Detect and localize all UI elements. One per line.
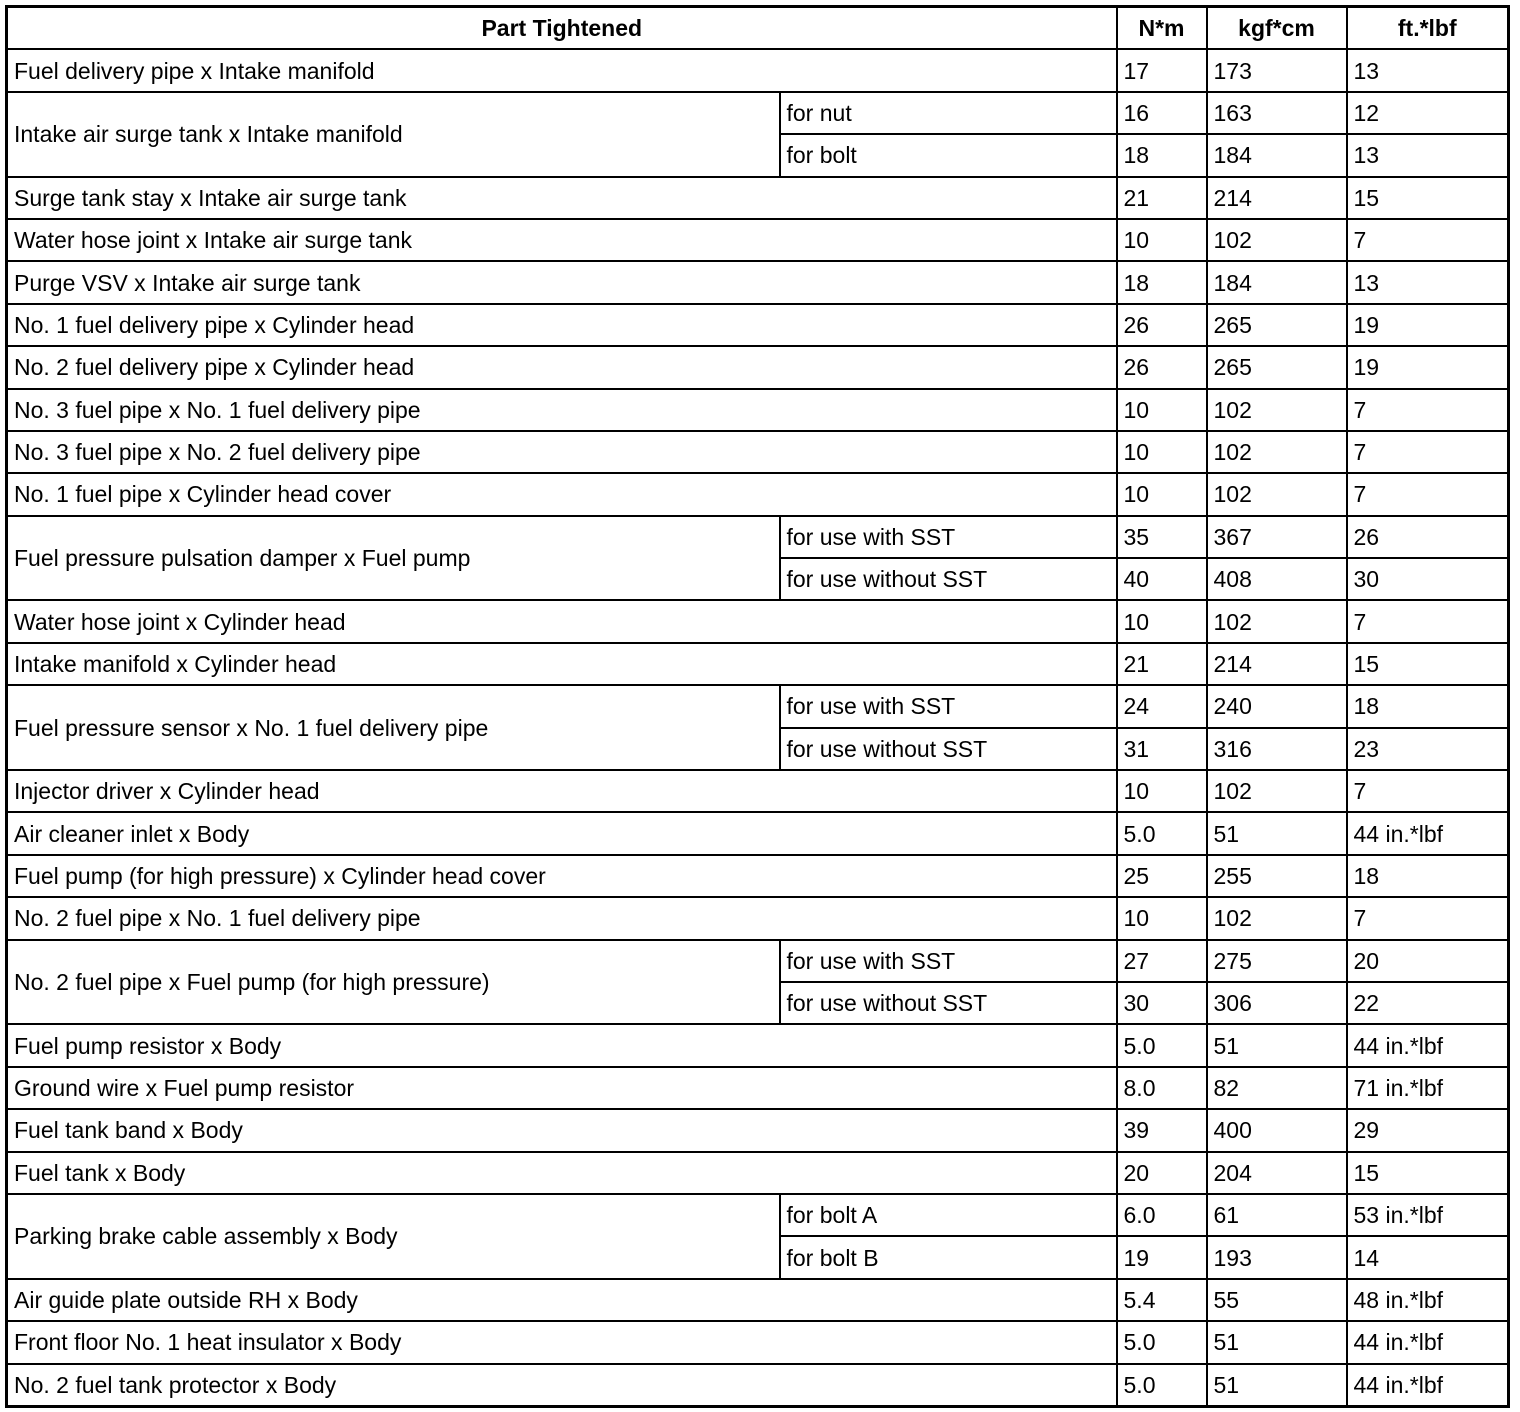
kgf-cm-cell: 102 bbox=[1207, 219, 1347, 261]
ft-lbf-cell: 7 bbox=[1347, 897, 1509, 939]
ft-lbf-cell: 29 bbox=[1347, 1109, 1509, 1151]
nm-cell: 5.4 bbox=[1117, 1279, 1207, 1321]
table-row bbox=[7, 1024, 1509, 1066]
nm-cell: 31 bbox=[1117, 728, 1207, 770]
ft-lbf-cell: 44 in.*lbf bbox=[1347, 1364, 1509, 1407]
table-row bbox=[7, 1364, 1509, 1407]
ft-lbf-cell: 22 bbox=[1347, 982, 1509, 1024]
part-cell: Purge VSV x Intake air surge tank bbox=[7, 261, 1117, 303]
kgf-cm-cell: 102 bbox=[1207, 897, 1347, 939]
nm-cell: 5.0 bbox=[1117, 1024, 1207, 1066]
table-body bbox=[7, 49, 1509, 1406]
part-cell: Water hose joint x Cylinder head bbox=[7, 600, 1117, 642]
ft-lbf-cell: 44 in.*lbf bbox=[1347, 1024, 1509, 1066]
table-row bbox=[7, 389, 1509, 431]
kgf-cm-cell: 55 bbox=[1207, 1279, 1347, 1321]
condition-cell: for bolt A bbox=[780, 1194, 1117, 1236]
nm-cell: 17 bbox=[1117, 49, 1207, 91]
nm-cell: 10 bbox=[1117, 600, 1207, 642]
nm-cell: 20 bbox=[1117, 1152, 1207, 1194]
part-cell: Surge tank stay x Intake air surge tank bbox=[7, 177, 1117, 219]
nm-cell: 5.0 bbox=[1117, 1321, 1207, 1363]
kgf-cm-cell: 400 bbox=[1207, 1109, 1347, 1151]
table-row bbox=[7, 1194, 1509, 1236]
nm-cell: 10 bbox=[1117, 770, 1207, 812]
kgf-cm-cell: 193 bbox=[1207, 1236, 1347, 1278]
ft-lbf-cell: 7 bbox=[1347, 431, 1509, 473]
kgf-cm-cell: 255 bbox=[1207, 855, 1347, 897]
table-row bbox=[7, 1067, 1509, 1109]
ft-lbf-cell: 15 bbox=[1347, 643, 1509, 685]
kgf-cm-cell: 51 bbox=[1207, 1321, 1347, 1363]
part-cell: No. 1 fuel pipe x Cylinder head cover bbox=[7, 473, 1117, 515]
table-row bbox=[7, 1152, 1509, 1194]
part-cell: No. 2 fuel pipe x Fuel pump (for high pressure) bbox=[7, 940, 780, 1025]
part-cell: Water hose joint x Intake air surge tank bbox=[7, 219, 1117, 261]
ft-lbf-cell: 48 in.*lbf bbox=[1347, 1279, 1509, 1321]
table-row bbox=[7, 261, 1509, 303]
ft-lbf-cell: 7 bbox=[1347, 219, 1509, 261]
table-row bbox=[7, 219, 1509, 261]
part-cell: No. 2 fuel delivery pipe x Cylinder head bbox=[7, 346, 1117, 388]
kgf-cm-cell: 102 bbox=[1207, 770, 1347, 812]
kgf-cm-cell: 102 bbox=[1207, 389, 1347, 431]
ft-lbf-cell: 15 bbox=[1347, 177, 1509, 219]
part-cell: Front floor No. 1 heat insulator x Body bbox=[7, 1321, 1117, 1363]
part-cell: Fuel pump (for high pressure) x Cylinder head cover bbox=[7, 855, 1117, 897]
nm-cell: 21 bbox=[1117, 643, 1207, 685]
part-cell: Air guide plate outside RH x Body bbox=[7, 1279, 1117, 1321]
nm-cell: 6.0 bbox=[1117, 1194, 1207, 1236]
nm-cell: 40 bbox=[1117, 558, 1207, 600]
nm-cell: 18 bbox=[1117, 134, 1207, 176]
kgf-cm-cell: 316 bbox=[1207, 728, 1347, 770]
condition-cell: for nut bbox=[780, 92, 1117, 134]
ft-lbf-cell: 18 bbox=[1347, 855, 1509, 897]
nm-cell: 27 bbox=[1117, 940, 1207, 982]
ft-lbf-cell: 44 in.*lbf bbox=[1347, 812, 1509, 854]
part-cell: Air cleaner inlet x Body bbox=[7, 812, 1117, 854]
table-row bbox=[7, 600, 1509, 642]
kgf-cm-cell: 204 bbox=[1207, 1152, 1347, 1194]
ft-lbf-cell: 7 bbox=[1347, 473, 1509, 515]
header-part-tightened: Part Tightened bbox=[7, 7, 1117, 50]
kgf-cm-cell: 51 bbox=[1207, 812, 1347, 854]
table-row bbox=[7, 516, 1509, 558]
nm-cell: 8.0 bbox=[1117, 1067, 1207, 1109]
condition-cell: for use without SST bbox=[780, 728, 1117, 770]
header-nm: N*m bbox=[1117, 7, 1207, 50]
kgf-cm-cell: 265 bbox=[1207, 346, 1347, 388]
ft-lbf-cell: 13 bbox=[1347, 134, 1509, 176]
condition-cell: for bolt B bbox=[780, 1236, 1117, 1278]
condition-cell: for bolt bbox=[780, 134, 1117, 176]
ft-lbf-cell: 23 bbox=[1347, 728, 1509, 770]
nm-cell: 5.0 bbox=[1117, 1364, 1207, 1407]
ft-lbf-cell: 14 bbox=[1347, 1236, 1509, 1278]
nm-cell: 25 bbox=[1117, 855, 1207, 897]
kgf-cm-cell: 51 bbox=[1207, 1364, 1347, 1407]
ft-lbf-cell: 13 bbox=[1347, 49, 1509, 91]
nm-cell: 19 bbox=[1117, 1236, 1207, 1278]
kgf-cm-cell: 102 bbox=[1207, 473, 1347, 515]
part-cell: No. 3 fuel pipe x No. 1 fuel delivery pipe bbox=[7, 389, 1117, 431]
condition-cell: for use without SST bbox=[780, 982, 1117, 1024]
part-cell: Fuel pump resistor x Body bbox=[7, 1024, 1117, 1066]
ft-lbf-cell: 44 in.*lbf bbox=[1347, 1321, 1509, 1363]
ft-lbf-cell: 7 bbox=[1347, 389, 1509, 431]
nm-cell: 10 bbox=[1117, 473, 1207, 515]
nm-cell: 10 bbox=[1117, 389, 1207, 431]
table-row bbox=[7, 685, 1509, 727]
ft-lbf-cell: 18 bbox=[1347, 685, 1509, 727]
nm-cell: 10 bbox=[1117, 897, 1207, 939]
table-row bbox=[7, 1279, 1509, 1321]
ft-lbf-cell: 7 bbox=[1347, 770, 1509, 812]
table-row bbox=[7, 770, 1509, 812]
table-row bbox=[7, 1321, 1509, 1363]
kgf-cm-cell: 408 bbox=[1207, 558, 1347, 600]
ft-lbf-cell: 53 in.*lbf bbox=[1347, 1194, 1509, 1236]
ft-lbf-cell: 15 bbox=[1347, 1152, 1509, 1194]
part-cell: Fuel pressure sensor x No. 1 fuel delivery pipe bbox=[7, 685, 780, 770]
table-row bbox=[7, 304, 1509, 346]
nm-cell: 21 bbox=[1117, 177, 1207, 219]
part-cell: Fuel tank band x Body bbox=[7, 1109, 1117, 1151]
kgf-cm-cell: 214 bbox=[1207, 177, 1347, 219]
table-row bbox=[7, 473, 1509, 515]
kgf-cm-cell: 163 bbox=[1207, 92, 1347, 134]
kgf-cm-cell: 240 bbox=[1207, 685, 1347, 727]
kgf-cm-cell: 214 bbox=[1207, 643, 1347, 685]
table-row bbox=[7, 177, 1509, 219]
part-cell: No. 1 fuel delivery pipe x Cylinder head bbox=[7, 304, 1117, 346]
nm-cell: 35 bbox=[1117, 516, 1207, 558]
part-cell: Injector driver x Cylinder head bbox=[7, 770, 1117, 812]
nm-cell: 18 bbox=[1117, 261, 1207, 303]
kgf-cm-cell: 275 bbox=[1207, 940, 1347, 982]
condition-cell: for use without SST bbox=[780, 558, 1117, 600]
table-row bbox=[7, 431, 1509, 473]
nm-cell: 24 bbox=[1117, 685, 1207, 727]
part-cell: No. 2 fuel pipe x No. 1 fuel delivery pipe bbox=[7, 897, 1117, 939]
table-row bbox=[7, 897, 1509, 939]
kgf-cm-cell: 82 bbox=[1207, 1067, 1347, 1109]
nm-cell: 5.0 bbox=[1117, 812, 1207, 854]
kgf-cm-cell: 102 bbox=[1207, 600, 1347, 642]
table-row bbox=[7, 346, 1509, 388]
condition-cell: for use with SST bbox=[780, 516, 1117, 558]
ft-lbf-cell: 19 bbox=[1347, 346, 1509, 388]
ft-lbf-cell: 20 bbox=[1347, 940, 1509, 982]
ft-lbf-cell: 12 bbox=[1347, 92, 1509, 134]
part-cell: Intake air surge tank x Intake manifold bbox=[7, 92, 780, 177]
condition-cell: for use with SST bbox=[780, 685, 1117, 727]
part-cell: Intake manifold x Cylinder head bbox=[7, 643, 1117, 685]
nm-cell: 39 bbox=[1117, 1109, 1207, 1151]
table-row bbox=[7, 1109, 1509, 1151]
kgf-cm-cell: 367 bbox=[1207, 516, 1347, 558]
table-row bbox=[7, 643, 1509, 685]
header-ft-lbf: ft.*lbf bbox=[1347, 7, 1509, 50]
kgf-cm-cell: 102 bbox=[1207, 431, 1347, 473]
nm-cell: 26 bbox=[1117, 304, 1207, 346]
part-cell: Fuel pressure pulsation damper x Fuel pump bbox=[7, 516, 780, 601]
nm-cell: 30 bbox=[1117, 982, 1207, 1024]
ft-lbf-cell: 26 bbox=[1347, 516, 1509, 558]
kgf-cm-cell: 306 bbox=[1207, 982, 1347, 1024]
kgf-cm-cell: 265 bbox=[1207, 304, 1347, 346]
table-row bbox=[7, 940, 1509, 982]
part-cell: Parking brake cable assembly x Body bbox=[7, 1194, 780, 1279]
part-cell: No. 2 fuel tank protector x Body bbox=[7, 1364, 1117, 1407]
kgf-cm-cell: 51 bbox=[1207, 1024, 1347, 1066]
part-cell: Ground wire x Fuel pump resistor bbox=[7, 1067, 1117, 1109]
kgf-cm-cell: 184 bbox=[1207, 261, 1347, 303]
ft-lbf-cell: 13 bbox=[1347, 261, 1509, 303]
ft-lbf-cell: 7 bbox=[1347, 600, 1509, 642]
ft-lbf-cell: 19 bbox=[1347, 304, 1509, 346]
kgf-cm-cell: 61 bbox=[1207, 1194, 1347, 1236]
kgf-cm-cell: 173 bbox=[1207, 49, 1347, 91]
ft-lbf-cell: 30 bbox=[1347, 558, 1509, 600]
nm-cell: 16 bbox=[1117, 92, 1207, 134]
header-row bbox=[7, 7, 1509, 50]
table-row bbox=[7, 855, 1509, 897]
torque-spec-table bbox=[5, 5, 1510, 1408]
ft-lbf-cell: 71 in.*lbf bbox=[1347, 1067, 1509, 1109]
nm-cell: 10 bbox=[1117, 431, 1207, 473]
header-kgf-cm: kgf*cm bbox=[1207, 7, 1347, 50]
table-row bbox=[7, 92, 1509, 134]
nm-cell: 26 bbox=[1117, 346, 1207, 388]
nm-cell: 10 bbox=[1117, 219, 1207, 261]
table-row bbox=[7, 812, 1509, 854]
condition-cell: for use with SST bbox=[780, 940, 1117, 982]
part-cell: Fuel delivery pipe x Intake manifold bbox=[7, 49, 1117, 91]
table-row bbox=[7, 49, 1509, 91]
part-cell: No. 3 fuel pipe x No. 2 fuel delivery pipe bbox=[7, 431, 1117, 473]
kgf-cm-cell: 184 bbox=[1207, 134, 1347, 176]
part-cell: Fuel tank x Body bbox=[7, 1152, 1117, 1194]
